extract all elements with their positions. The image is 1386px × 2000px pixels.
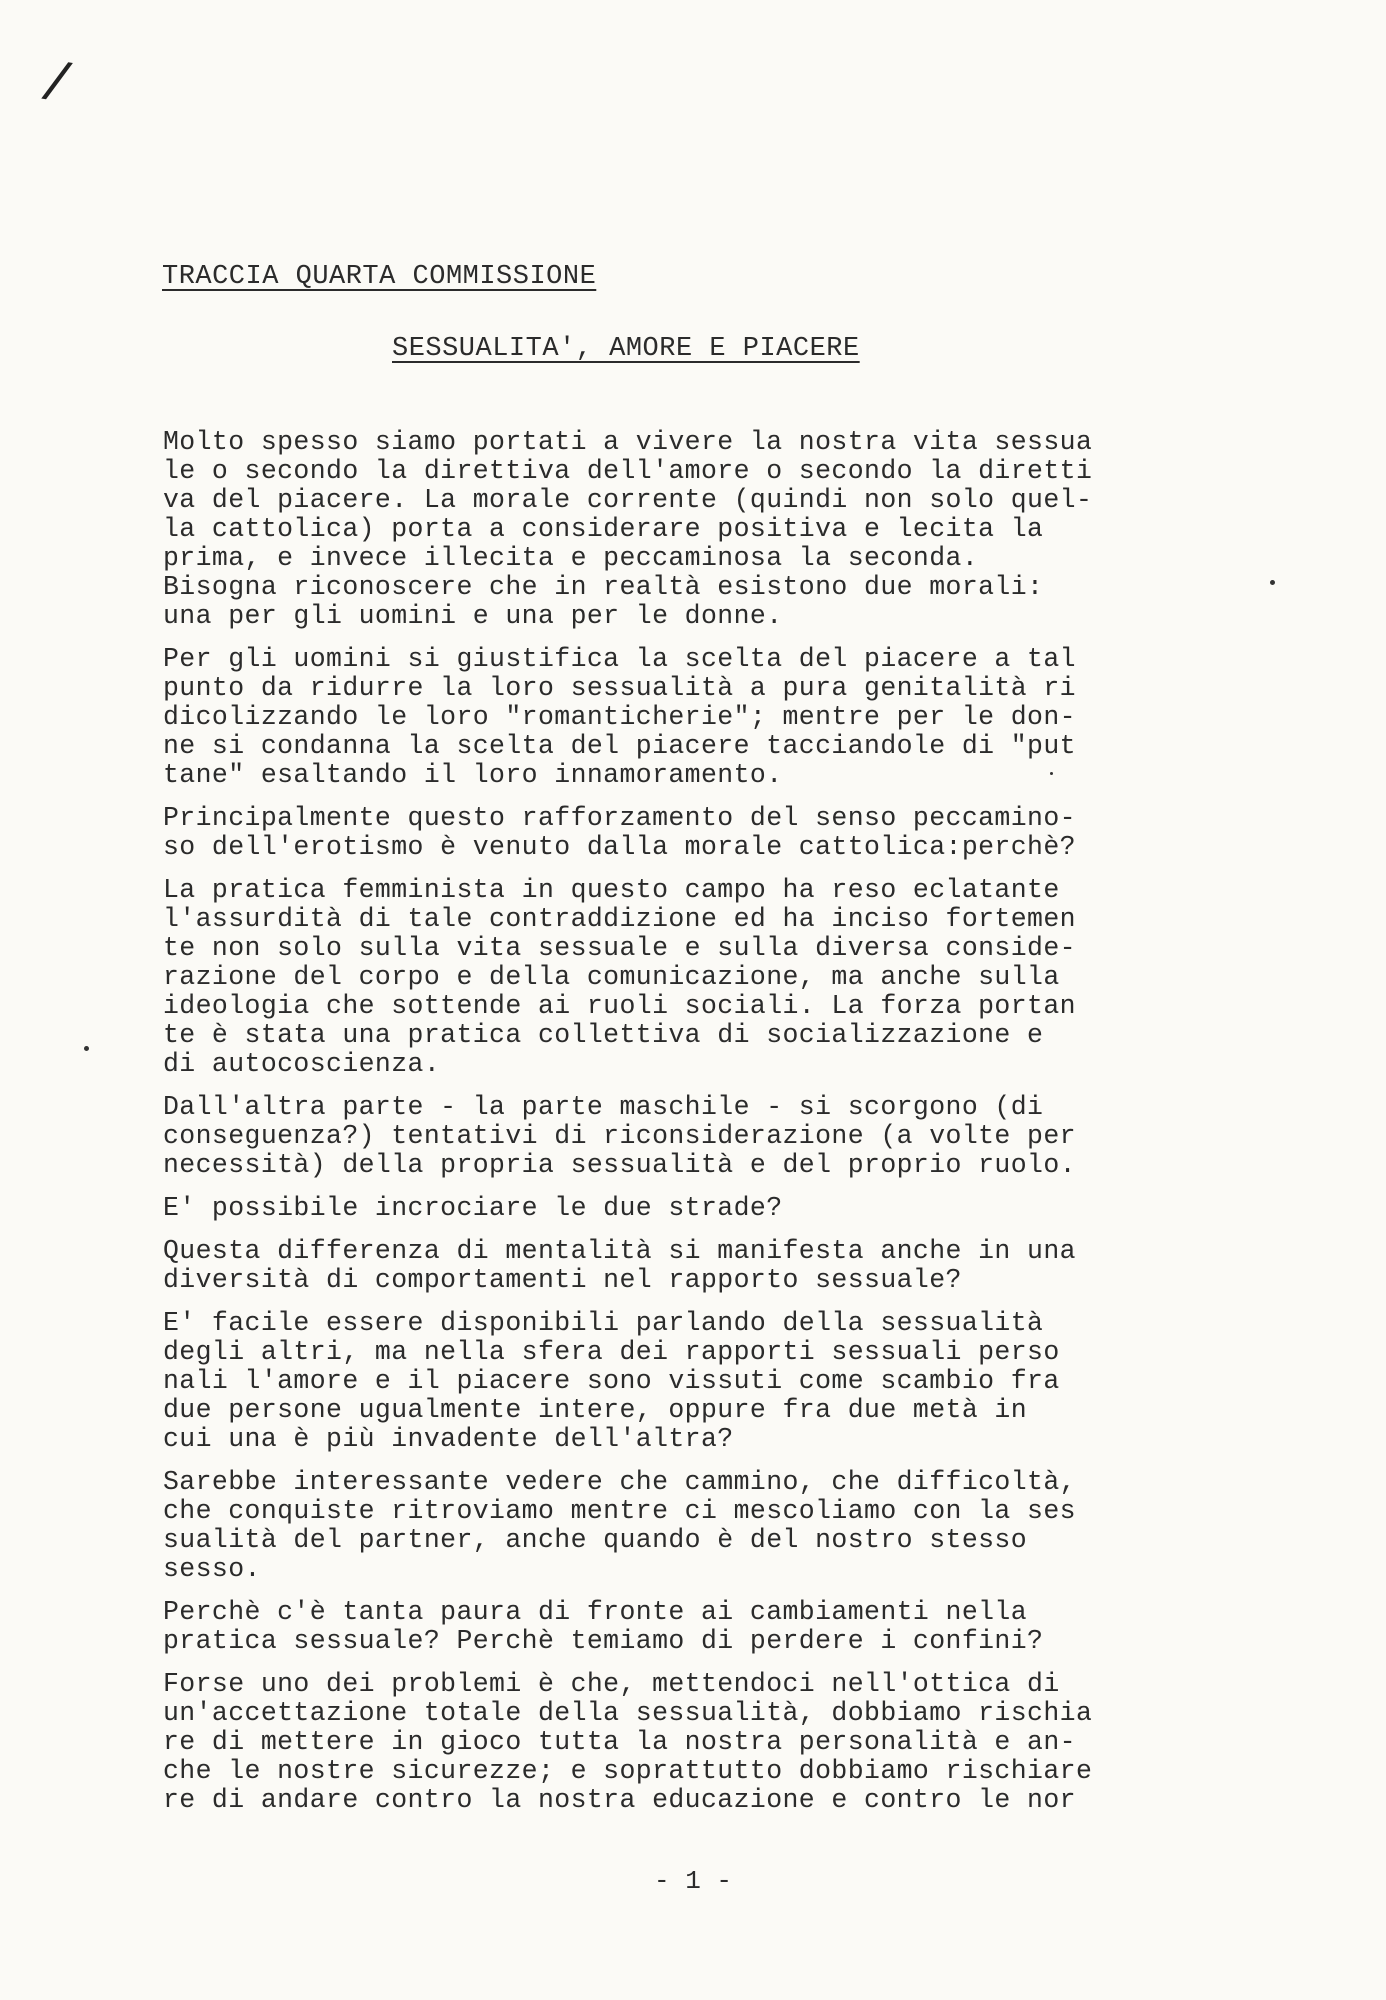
text-line: una per gli uomini e una per le donne. xyxy=(163,601,783,631)
text-line: un'accettazione totale della sessualità, dobbiamo rischia xyxy=(163,1698,1093,1728)
text-line: so dell'erotismo è venuto dalla morale cattolica:perchè? xyxy=(163,832,1076,862)
document-subheading: SESSUALITA', AMORE E PIACERE xyxy=(392,334,860,364)
paragraph xyxy=(163,428,1203,631)
text-line: sualità del partner, anche quando è del nostro stesso xyxy=(163,1525,1028,1555)
text-line: conseguenza?) tentativi di riconsiderazione (a volte per xyxy=(163,1121,1076,1151)
text-line: Questa differenza di mentalità si manifesta anche in una xyxy=(163,1236,1076,1266)
text-line: La pratica femminista in questo campo ha reso eclatante xyxy=(163,875,1060,905)
text-line: necessità) della propria sessualità e del proprio ruolo. xyxy=(163,1150,1076,1180)
paper-speck xyxy=(1050,772,1053,775)
paragraph xyxy=(163,1670,1203,1815)
text-line: diversità di comportamenti nel rapporto sessuale? xyxy=(163,1265,962,1295)
text-line: l'assurdità di tale contraddizione ed ha inciso fortemen xyxy=(163,904,1076,934)
text-line: te non solo sulla vita sessuale e sulla diversa conside- xyxy=(163,933,1076,963)
text-line: Per gli uomini si giustifica la scelta del piacere a tal xyxy=(163,644,1076,674)
text-line: cui una è più invadente dell'altra? xyxy=(163,1424,734,1454)
text-line: Principalmente questo rafforzamento del senso peccamino- xyxy=(163,803,1076,833)
paragraph xyxy=(163,1309,1203,1454)
text-line: prima, e invece illecita e peccaminosa la seconda. xyxy=(163,543,979,573)
paragraph xyxy=(163,1598,1203,1656)
document-body xyxy=(163,428,1203,1829)
paragraph xyxy=(163,876,1203,1079)
paragraph xyxy=(163,1194,1203,1223)
text-line: Forse uno dei problemi è che, mettendoci nell'ottica di xyxy=(163,1669,1060,1699)
text-line: Perchè c'è tanta paura di fronte ai cambiamenti nella xyxy=(163,1597,1028,1627)
text-line: degli altri, ma nella sfera dei rapporti sessuali perso xyxy=(163,1337,1060,1367)
text-line: re di mettere in gioco tutta la nostra personalità e an- xyxy=(163,1727,1076,1757)
paper-speck xyxy=(1270,580,1275,585)
text-line: ne si condanna la scelta del piacere tacciandole di "put xyxy=(163,731,1076,761)
text-line: Dall'altra parte - la parte maschile - si scorgono (di xyxy=(163,1092,1044,1122)
text-line: sesso. xyxy=(163,1554,261,1584)
text-line: tane" esaltando il loro innamoramento. xyxy=(163,760,783,790)
text-line: Molto spesso siamo portati a vivere la nostra vita sessua xyxy=(163,427,1093,457)
paragraph xyxy=(163,804,1203,862)
text-line: che conquiste ritroviamo mentre ci mescoliamo con la ses xyxy=(163,1496,1076,1526)
text-line: che le nostre sicurezze; e soprattutto dobbiamo rischiare xyxy=(163,1756,1093,1786)
paragraph xyxy=(163,645,1203,790)
text-line: nali l'amore e il piacere sono vissuti come scambio fra xyxy=(163,1366,1060,1396)
handwritten-mark: / xyxy=(35,54,77,119)
text-line: E' possibile incrociare le due strade? xyxy=(163,1193,783,1223)
paragraph xyxy=(163,1468,1203,1584)
text-line: due persone ugualmente intere, oppure fra due metà in xyxy=(163,1395,1028,1425)
text-line: pratica sessuale? Perchè temiamo di perdere i confini? xyxy=(163,1626,1044,1656)
text-line: re di andare contro la nostra educazione e contro le nor xyxy=(163,1785,1076,1815)
text-line: le o secondo la direttiva dell'amore o secondo la diretti xyxy=(163,456,1093,486)
page-number: - 1 - xyxy=(653,1866,732,1896)
document-heading: TRACCIA QUARTA COMMISSIONE xyxy=(162,262,597,292)
text-line: razione del corpo e della comunicazione, ma anche sulla xyxy=(163,962,1060,992)
text-line: E' facile essere disponibili parlando della sessualità xyxy=(163,1308,1044,1338)
paper-speck xyxy=(84,1046,89,1051)
text-line: Bisogna riconoscere che in realtà esistono due morali: xyxy=(163,572,1044,602)
text-line: va del piacere. La morale corrente (quindi non solo quel- xyxy=(163,485,1093,515)
text-line: te è stata una pratica collettiva di socializzazione e xyxy=(163,1020,1044,1050)
text-line: punto da ridurre la loro sessualità a pura genitalità ri xyxy=(163,673,1076,703)
text-line: ideologia che sottende ai ruoli sociali. La forza portan xyxy=(163,991,1076,1021)
text-line: Sarebbe interessante vedere che cammino, che difficoltà, xyxy=(163,1467,1076,1497)
text-line: la cattolica) porta a considerare positiva e lecita la xyxy=(163,514,1044,544)
text-line: dicolizzando le loro "romanticherie"; mentre per le don- xyxy=(163,702,1076,732)
paragraph xyxy=(163,1237,1203,1295)
paragraph xyxy=(163,1093,1203,1180)
text-line: di autocoscienza. xyxy=(163,1049,441,1079)
